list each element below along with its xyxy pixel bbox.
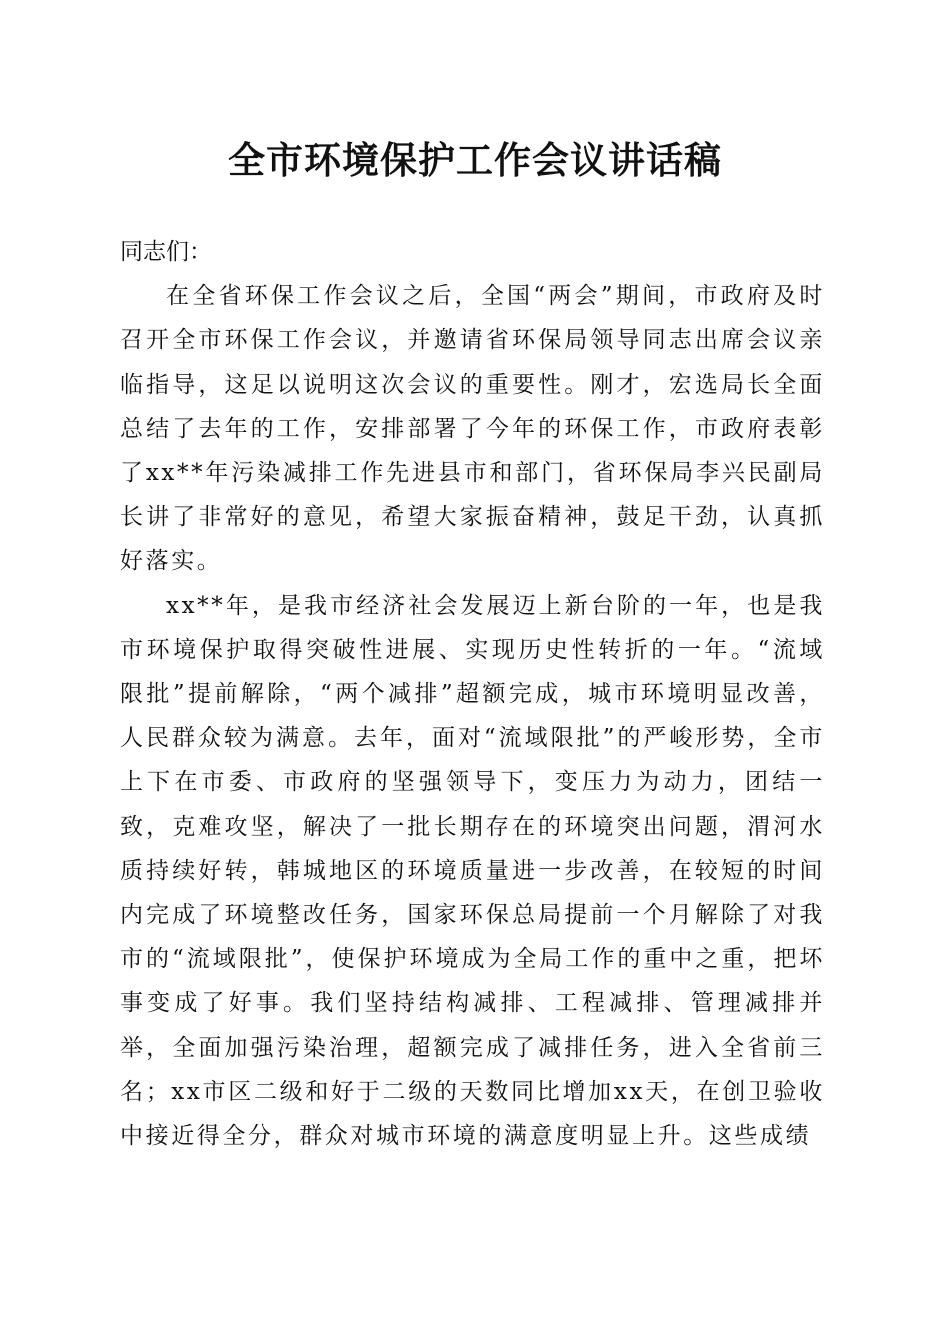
document-body [120,230,825,1158]
paragraph-1: 在全省环保工作会议之后，全国“两会”期间，市政府及时召开全市环保工作会议，并邀请省环保局领导同志出席会议亲临指导，这足以说明这次会议的重要性。刚才，宏选局长全面总结了去年的工作，安排部署了今年的环保工作，市政府表彰了xx**年污染减排工作先进县市和部门，省环保局李兴民副局长讲了非常好的意见，希望大家振奋精神，鼓足干劲，认真抓好落实。 [120,283,825,575]
document-title: 全市环境保护工作会议讲话稿 [228,138,722,182]
salutation: 同志们： [120,239,212,265]
paragraph-2: xx**年，是我市经济社会发展迈上新台阶的一年，也是我市环境保护取得突破性进展、实现历史性转折的一年。“流域限批”提前解除，“两个减排”超额完成，城市环境明显改善，人民群众较为满意。去年，面对“流域限批”的严峻形势，全市上下在市委、市政府的坚强领导下，变压力为动力，团结一致，克难攻坚，解决了一批长期存在的环境突出问题，渭河水质持续好转，韩城地区的环境质量进一步改善，在较短的时间内完成了环境整改任务，国家环保总局提前一个月解除了对我市的“流域限批”，使保护环境成为全局工作的重中之重，把坏事变成了好事。我们坚持结构减排、工程减排、管理减排并举，全面加强污染治理，超额完成了减排任务，进入全省前三名；xx市区二级和好于二级的天数同比增加xx天，在创卫验收中接近得全分，群众对城市环境的满意度明显上升。这些成绩 [120,592,825,1150]
